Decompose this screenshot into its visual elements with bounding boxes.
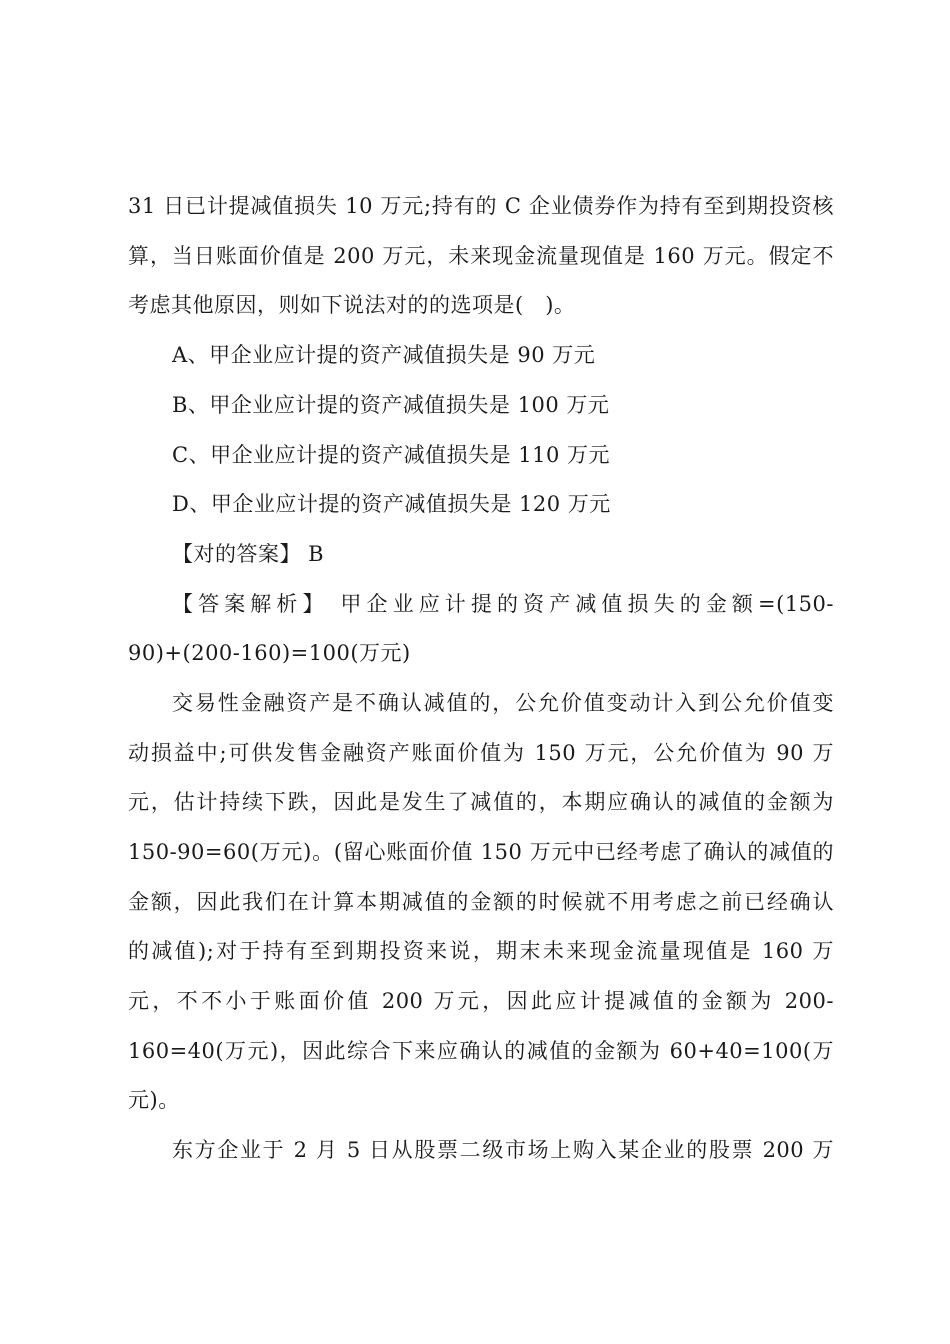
answer-analysis-line-1: 【答案解析】 甲企业应计提的资产减值损失的金额=(150- <box>172 592 834 616</box>
correct-answer: 【对的答案】 B <box>172 542 325 566</box>
option-a: A、甲企业应计提的资产减值损失是 90 万元 <box>172 343 596 367</box>
explanation-line-9: 元)。 <box>128 1088 180 1112</box>
next-question-line: 东方企业于 2 月 5 日从股票二级市场上购入某企业的股票 200 万 <box>172 1138 834 1162</box>
explanation-line-1: 交易性金融资产是不确认减值的，公允价值变动计入到公允价值变 <box>172 691 834 715</box>
option-d: D、甲企业应计提的资产减值损失是 120 万元 <box>172 492 611 516</box>
explanation-line-7: 元，不不小于账面价值 200 万元，因此应计提减值的金额为 200- <box>128 989 834 1013</box>
explanation-line-5: 金额，因此我们在计算本期减值的金额的时候就不用考虑之前已经确认 <box>128 890 834 914</box>
question-text-line-3: 考虑其他原因，则如下说法对的的选项是( )。 <box>128 293 576 317</box>
explanation-line-6: 的减值);对于持有至到期投资来说，期末未来现金流量现值是 160 万 <box>128 939 834 963</box>
question-text-line-2: 算，当日账面价值是 200 万元，未来现金流量现值是 160 万元。假定不 <box>128 244 834 268</box>
explanation-line-4: 150-90=60(万元)。(留心账面价值 150 万元中已经考虑了确认的减值的 <box>128 840 834 864</box>
option-b: B、甲企业应计提的资产减值损失是 100 万元 <box>172 393 610 417</box>
answer-analysis-line-2: 90)+(200-160)=100(万元) <box>128 641 411 665</box>
explanation-line-2: 动损益中;可供发售金融资产账面价值为 150 万元，公允价值为 90 万 <box>128 741 835 765</box>
explanation-line-8: 160=40(万元)，因此综合下来应确认的减值的金额为 60+40=100(万 <box>128 1039 834 1063</box>
explanation-line-3: 元，估计持续下跌，因此是发生了减值的，本期应确认的减值的金额为 <box>128 790 834 814</box>
option-c: C、甲企业应计提的资产减值损失是 110 万元 <box>172 443 610 467</box>
question-text-line-1: 31 日已计提减值损失 10 万元;持有的 C 企业债券作为持有至到期投资核 <box>128 194 834 218</box>
